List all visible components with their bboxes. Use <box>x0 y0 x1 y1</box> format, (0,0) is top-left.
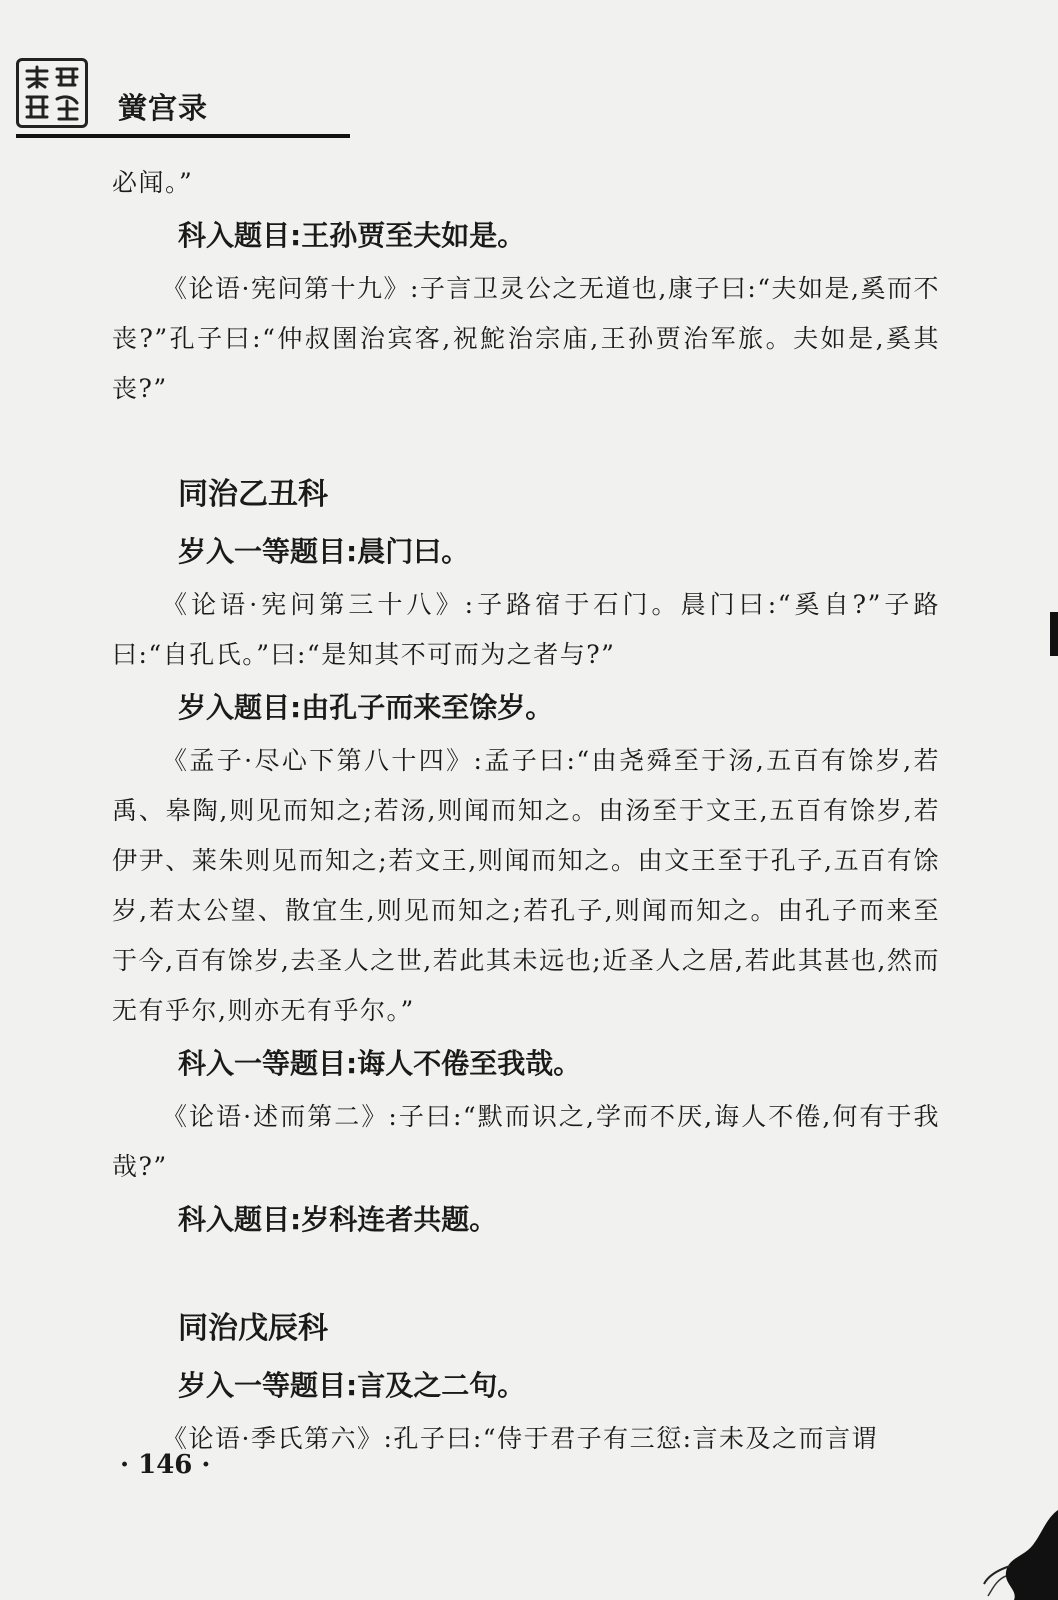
edge-scan-mark <box>1050 612 1058 656</box>
topic-label: 岁入一等题目: <box>178 1369 358 1402</box>
exam-topic-heading <box>112 1358 940 1414</box>
body-paragraph: 《论语·宪问第十九》:子言卫灵公之无道也,康子曰:“夫如是,奚而不丧?”孔子曰:“仲叔圉治宾客,祝鮀治宗庙,王孙贾治军旅。夫如是,奚其丧?” <box>112 274 940 403</box>
body-paragraph: 必闻。” <box>112 168 194 197</box>
section-title: 同治戊辰科 <box>178 1311 328 1346</box>
topic-title: 晨门曰。 <box>357 535 470 568</box>
seal-logo <box>16 58 88 128</box>
topic-label: 科入题目: <box>178 219 302 252</box>
exam-topic-heading <box>112 524 940 580</box>
exam-topic-heading <box>112 1192 940 1248</box>
ink-smudge-icon <box>948 1480 1058 1600</box>
body-paragraph: 《论语·季氏第六》:孔子曰:“侍于君子有三愆:言未及之而言谓 <box>162 1424 878 1453</box>
header-rule <box>16 134 350 138</box>
running-title: 黉宫录 <box>118 91 209 125</box>
exam-topic-heading <box>112 680 940 736</box>
topic-label: 科入题目: <box>178 1203 302 1236</box>
topic-label: 岁入一等题目: <box>178 535 358 568</box>
topic-title: 由孔子而来至馀岁。 <box>301 691 554 724</box>
body-paragraph: 《孟子·尽心下第八十四》:孟子曰:“由尧舜至于汤,五百有馀岁,若禹、皋陶,则见而知之;若汤,则闻而知之。由汤至于文王,五百有馀岁,若伊尹、莱朱则见而知之;若文王,则闻而知之。由文王至于孔子,五百有馀岁,若太公望、散宜生,则见而知之;若孔子,则闻而知之。由孔子而来至于今,百有馀岁,去圣人之世,若此其未远也;近圣人之居,若此其甚也,然而无有乎尔,则亦无有乎尔。” <box>112 746 940 1025</box>
topic-label: 科入一等题目: <box>178 1047 358 1080</box>
page-body <box>112 158 940 1464</box>
topic-title: 王孙贾至夫如是。 <box>301 219 526 252</box>
exam-topic-heading <box>112 1036 940 1092</box>
section-title: 同治乙丑科 <box>178 477 328 512</box>
section-gap <box>112 1248 940 1300</box>
seal-glyph-icon <box>19 61 85 125</box>
exam-topic-heading <box>112 208 940 264</box>
topic-title: 岁科连者共题。 <box>301 1203 498 1236</box>
topic-title: 言及之二句。 <box>357 1369 526 1402</box>
page-number: · 146 · <box>120 1450 211 1480</box>
body-paragraph: 《论语·宪问第三十八》:子路宿于石门。晨门曰:“奚自?”子路曰:“自孔氏。”曰:“是知其不可而为之者与?” <box>112 590 940 669</box>
section-gap <box>112 414 940 466</box>
topic-title: 诲人不倦至我哉。 <box>357 1047 582 1080</box>
body-paragraph: 《论语·述而第二》:子曰:“默而识之,学而不厌,诲人不倦,何有于我哉?” <box>112 1102 940 1181</box>
topic-label: 岁入题目: <box>178 691 302 724</box>
